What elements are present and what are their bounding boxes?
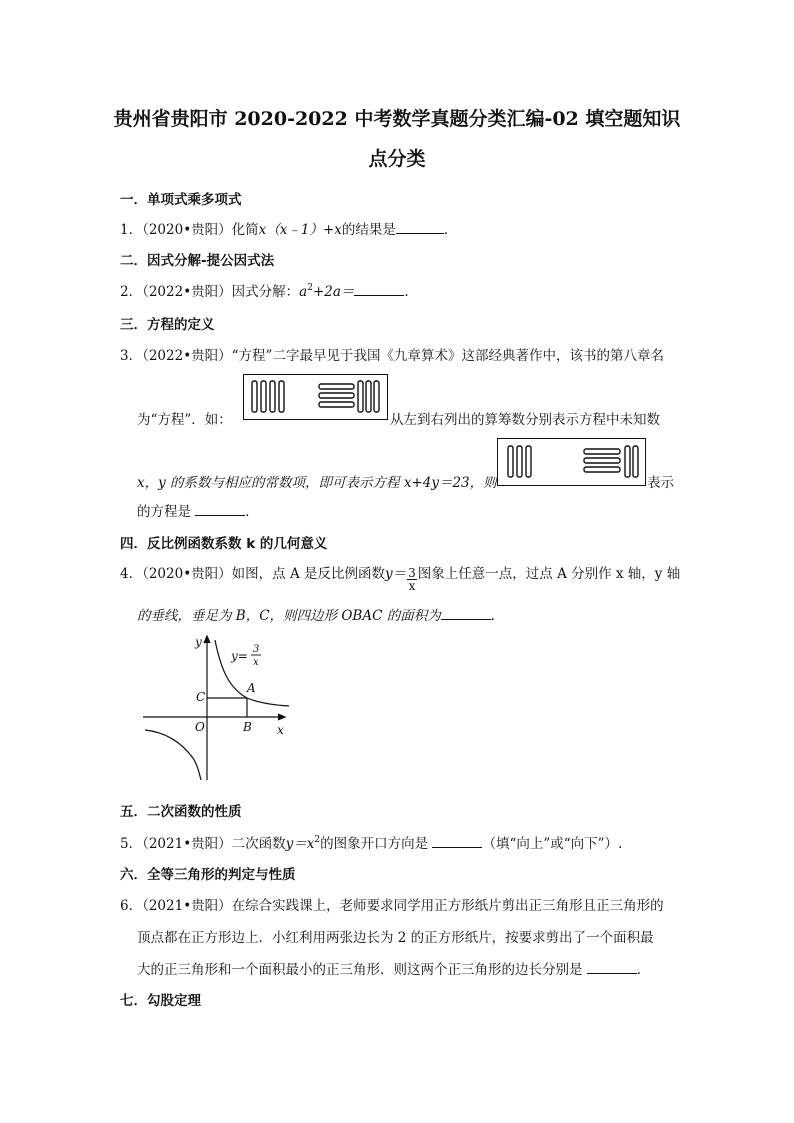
section-heading-5: 五．二次函数的性质	[120, 804, 242, 820]
q3-line1: 3．（2022•贵阳）“方程”二字最早见于我国《九章算术》这部经典著作中，该书的第八章名	[120, 348, 664, 364]
section-heading-4: 四．反比例函数系数 k 的几何意义	[120, 536, 328, 552]
q3-line2a: 为“方程”．如：	[137, 412, 232, 428]
q5-expr: y＝x	[285, 836, 315, 852]
q4-answer-blank	[441, 607, 491, 620]
q3-line3a: x，y 的系数与相应的常数项，即可表示方程 x+4y＝23，则	[137, 475, 497, 491]
q2-end: ．	[404, 284, 418, 300]
q1-prefix: 1．（2020•贵阳）化简	[120, 222, 259, 238]
document-title-line1: 贵州省贵阳市 2020-2022 中考数学真题分类汇编-02 填空题知识	[113, 108, 681, 130]
q6-line3	[137, 958, 650, 978]
q4-line2-text: 的垂线，垂足为 B，C，则四边形 OBAC 的面积为	[137, 608, 441, 624]
q4-fraction	[407, 567, 417, 592]
graph-y-label: y	[195, 635, 202, 649]
q6-line3b: ．	[636, 962, 651, 978]
q1-answer-blank	[396, 221, 444, 234]
section-heading-3: 三．方程的定义	[120, 317, 215, 333]
q4-line1b: 图象上任意一点，过点 A 分别作 x 轴，y 轴	[417, 566, 681, 582]
section-heading-7: 七．勾股定理	[120, 993, 201, 1009]
q1-suffix: 的结果是	[341, 222, 396, 238]
graph-x-label: x	[277, 723, 284, 737]
question-1	[120, 218, 457, 238]
q4-y-eq: y＝	[385, 566, 407, 582]
document-title-line2: 点分类	[368, 148, 426, 170]
q2-exp: 2	[307, 283, 313, 293]
q2-answer-blank	[354, 283, 404, 296]
graph-label-C: C	[196, 690, 206, 704]
graph-label-A: A	[247, 681, 256, 695]
q5-exp: 2	[314, 835, 321, 845]
q3-line3b: 表示	[647, 475, 674, 491]
q6-line2: 顶点都在正方形边上．小红利用两张边长为 2 的正方形纸片，按要求剪出了一个面积最	[137, 930, 654, 946]
q2-prefix: 2．（2022•贵阳）因式分解：	[120, 284, 300, 300]
section-heading-2: 二．因式分解-提公因式法	[120, 253, 275, 269]
section-heading-1: 一．单项式乘多项式	[120, 192, 242, 208]
q4-end: ．	[490, 608, 505, 624]
graph-label-O: O	[195, 720, 205, 734]
q2-a: a	[299, 284, 308, 300]
inverse-function-graph	[135, 630, 305, 785]
q6-line3a: 大的正三角形和一个面积最小的正三角形．则这两个正三角形的边长分别是	[137, 962, 583, 978]
q4-line2	[137, 604, 504, 624]
q3-line4b: ．	[245, 504, 259, 520]
q4-line1	[120, 562, 681, 593]
q3-answer-blank	[195, 503, 245, 516]
section-heading-6: 六．全等三角形的判定与性质	[120, 867, 296, 883]
q2-rest: +2a＝	[312, 284, 355, 300]
counting-rods-figure-2	[497, 438, 646, 486]
q6-answer-blank	[587, 961, 637, 974]
q1-end: ．	[443, 222, 458, 238]
q6-line1: 6．（2021•贵阳）在综合实践课上，老师要求同学用正方形纸片剪出正三角形且正三角形的	[120, 898, 664, 914]
q5-mid: 的图象开口方向是	[320, 836, 429, 852]
counting-rods-figure-1	[243, 374, 388, 420]
q5-answer-blank	[432, 835, 482, 848]
question-5	[120, 832, 622, 852]
q4-line1a: 4．（2020•贵阳）如图，点 A 是反比例函数	[120, 566, 385, 582]
q5-prefix: 5．（2021•贵阳）二次函数	[120, 836, 286, 852]
graph-func-num: 3	[253, 644, 260, 655]
q4-fraction-den: x	[408, 579, 416, 593]
q5-suffix: （填“向上”或“向下”）.	[482, 836, 623, 852]
q3-line4	[137, 500, 259, 520]
q3-line4a: 的方程是	[137, 504, 191, 520]
graph-func-den: x	[253, 657, 259, 668]
graph-func-label: y=	[231, 649, 248, 663]
q4-fraction-num: 3	[408, 566, 416, 580]
q3-line2b: 从左到右列出的算筹数分别表示方程中未知数	[390, 412, 660, 428]
question-2	[120, 280, 418, 300]
graph-label-B: B	[243, 720, 252, 734]
q1-expr: x（x﹣1）+x	[258, 222, 342, 238]
